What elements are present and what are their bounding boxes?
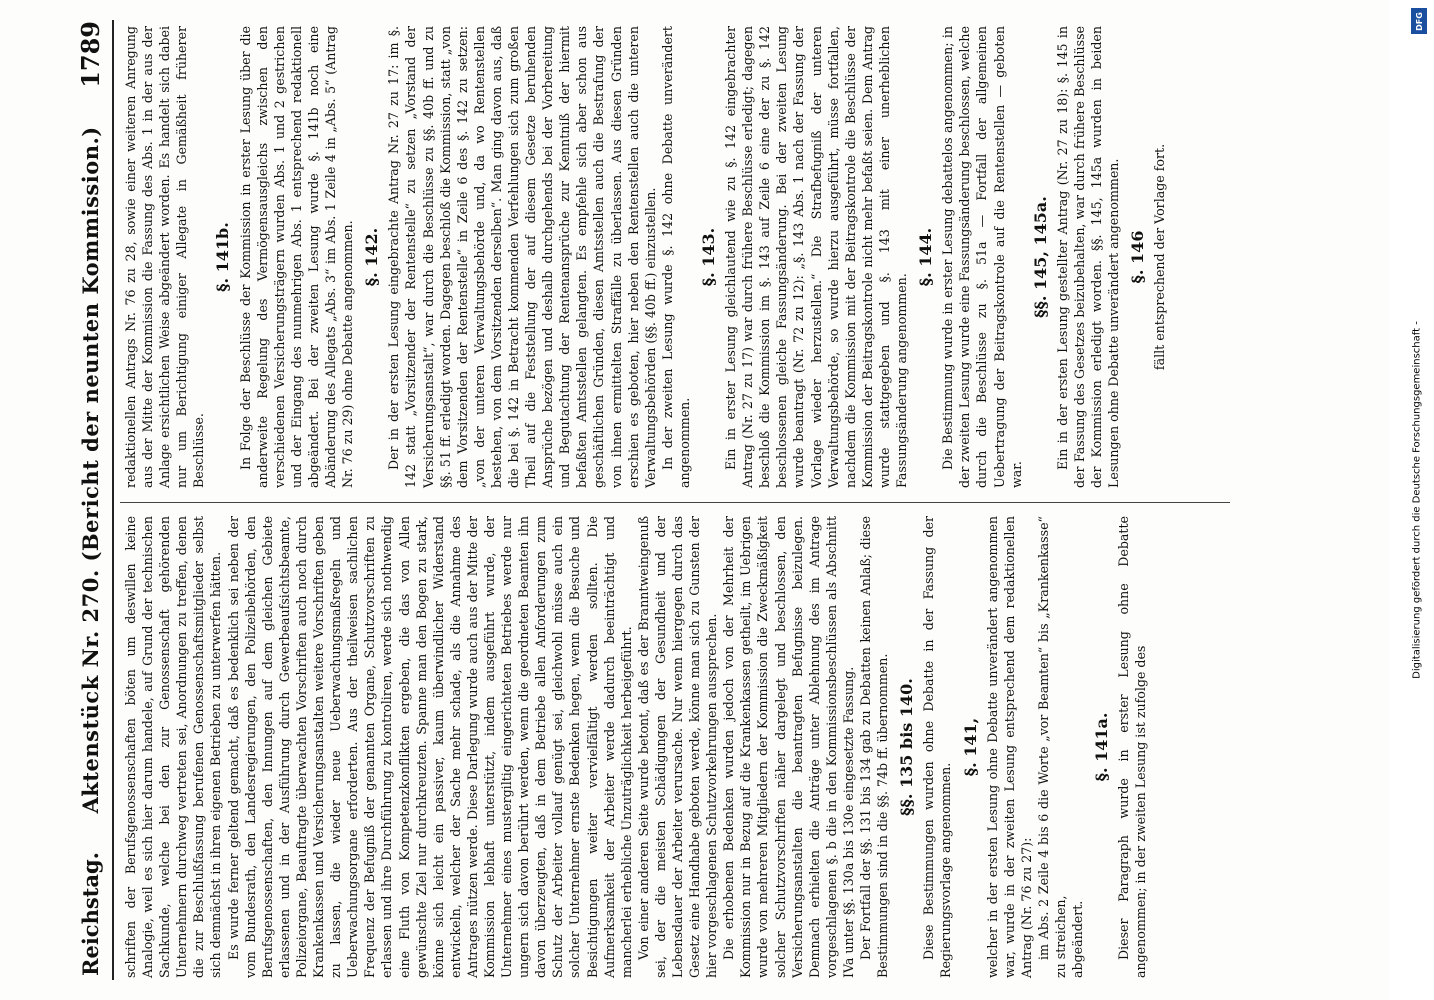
page-header [70,21,110,976]
header-rule [112,20,114,980]
header-reichstag: Reichstag. [77,852,103,976]
section-heading: §. 141a. [1092,712,1112,782]
section-heading: §. 141b. [213,222,233,292]
section-heading: §§. 145, 145a. [1030,196,1050,318]
paragraph: fällt entsprechend der Vorlage fort. [1152,143,1168,371]
page-number: 1789 [75,21,105,88]
left-column [122,516,1149,978]
paragraph: Diese Bestimmungen wurden ohne Debatte in der Fassung der Regierungsvorlage angenommen. [921,516,954,978]
paragraph: abgeändert. [1070,900,1086,978]
section-heading: §§. 135 bis 140. [897,678,917,816]
paragraph: welcher in der ersten Lesung ohne Debatte unverändert angenommen war, wurde in der zweiten Lesung entsprechend dem redaktionellen Antrag (Nr. 76 zu 27): [984,516,1034,978]
paragraph: Der in der ersten Lesung eingebrachte Antrag Nr. 27 zu 17: im §. 142 statt „Vorsitzender der Rentenstelle“ zu setzen „Vorstand der Versicherungsanstalt“, war durch die Beschlüsse zu §§. 40b ff. und zu §§. 51 ff. erledigt worden. Dagegen beschloß die Kommission, statt „von dem Vorsitzenden der Rentenstelle“ in Zeile 6 des §. 142 zu setzen: „von der unteren Verwaltungsbehörde und, da wo Rentenstellen bestehen, von dem Vorsitzenden derselben“. Man ging davon aus, daß die bei §. 142 in Betracht kommenden Verfehlungen sich zum großen Theil auf die Feststellung der auf diesem Gesetze beruhenden Ansprüche bezögen und deshalb durchgehends bei der Vorbereitung und Begutachtung der Rentenansprüche zur Kenntniß der hiermit befaßten Amtsstellen gelangten. Es empfehle sich aber schon aus geschäftlichen Gründen, diesen Amtsstellen auch die Bestrafung der von ihnen ermittelten Straffälle zu überlassen. Aus diesen Gründen erschien es geboten, hier neben den Rentenstellen auch die unteren Verwaltungsbehörden (§§. 40b ff.) einzustellen. [386,26,658,488]
paragraph: redaktionellen Antrags Nr. 76 zu 28, sowie einer weiteren Anregung aus der Mitte der Kommission die Fassung des Abs. 1 in der aus der Anlage ersichtlichen Weise abgeändert worden. Es handelt sich dabei nur um Berichtigung einiger Allegate in Gemäßheit früherer Beschlüsse. [123,26,207,488]
section-heading: §. 144. [916,227,936,287]
paragraph: Der Fortfall der §§. 131 bis 134 gab zu Debatten keinen Anlaß; diese Bestimmungen sind in die §§. 74b ff. übernommen. [858,516,891,978]
section-heading: §. 143. [699,227,718,287]
paragraph: In Folge der Beschlüsse der Kommission in erster Lesung über die anderweite Regelung des Vermögensausgleichs zwischen den verschiedenen Versicherungsträgern wurden Abs. 1 und 2 gestrichen und der Eingang des nunmehrigen Abs. 1 entsprechend redaktionell abgeändert. Bei der zweiten Lesung wurde §. 141b noch eine Abänderung des Allegats „Abs. 3“ im Abs. 1 Zeile 4 in „Abs. 5“ (Antrag Nr. 76 zu 29) ohne Debatte angenommen. [237,26,356,488]
paragraph: Dieser Paragraph wurde in erster Lesung ohne Debatte angenommen; in der zweiten Lesung ist zufolge des [1116,516,1149,978]
paragraph: Ein in erster Lesung gleichlautend wie zu §. 142 eingebrachter Antrag (Nr. 27 zu 17) war durch frühere Beschlüsse erledigt; dagegen beschloß die Kommission im §. 143 auf Zeile 6 eine der zu §. 142 beschlossenen gleiche Fassungsänderung. Bei der zweiten Lesung wurde beantragt (Nr. 72 zu 12): „§. 143 Abs. 1 nach der Fassung der Vorlage wieder herzustellen.“ Die Strafbefugniß der unteren Verwaltungsbehörde, so wurde hierzu ausgeführt, müsse fortfallen, nachdem die Kommission mit der Beitragskontrole die Beschlüsse der Kommission der Beitragskontrole nicht mehr befaßt seien. Dem Antrag wurde stattgegeben und §. 143 mit einer unerheblichen Fassungsänderung angenommen. [723,26,910,488]
digitization-credit [1405,20,1429,980]
credit-text: Digitalisierung gefördert durch die Deutsche Forschungsgemeinschaft - [1411,321,1423,679]
paragraph: im Abs. 2 Zeile 4 bis 6 die Worte „vor Beamten“ bis „Krankenkasse“ zu streichen, [1035,516,1068,978]
header-title: Aktenstück Nr. 270. (Bericht der neunten Kommission.) [77,126,103,814]
column-separator [120,502,1230,503]
paragraph: Die Bestimmung wurde in erster Lesung debattelos angenommen; in der zweiten Lesung wurde eine Fassungsänderung beschlossen, welche durch die Beschlüsse zu §. 51a — Fortfall der allgemeinen Uebertragung der Beitragskontrole auf die Rentenstellen — geboten war. [940,26,1024,488]
section-heading: §. 141, [960,717,980,777]
section-heading: §. 146 [1128,230,1148,284]
right-column [122,26,1168,488]
paragraph: Von einer anderen Seite wurde betont, daß es der Branntweingenuß sei, der die meisten Schädigungen der Gesundheit und der Lebensdauer der Arbeiter verursache. Nur wenn hiergegen durch das Gesetz eine Handhabe geboten werde, könne man sich zu Gunsten der hier vorgeschlagenen Schutzvorkehrungen aussprechen. [635,516,720,978]
paragraph: Es wurde ferner geltend gemacht, daß es bedenklich sei neben der vom Bundesrath, den Landesregierungen, den Polizeibehörden, den Berufsgenossenschaften, den Innungen auf dem gleichen Gebiete erlassenen und in der Ausführung durch Gewerbeaufsichtsbeamte, Polizeiorgane, Beauftragte überwachten Vorschriften auch noch durch Krankenkassen und Versicherungsanstalten weitere Vorschriften geben zu lassen, die wieder neue Ueberwachungsmaßregeln und Ueberwachungsorgane erforderten. Aus der theilweisen sachlichen Frequenz der Befugniß der genannten Organe, Schutzvorschriften zu erlassen und ihre Durchführung zu kontroliren, werde sich nothwendig eine Fluth von Kompetenzkonflikten ergeben, die das von Allen gewünschte Ziel nur durchkreuzten. Spanne man den Bogen zu stark, könne sich leicht ein passiver, kaum überwindlicher Widerstand entwickeln, welcher der Sache mehr schade, als die Annahme des Antrages nützen werde. Diese Darlegung wurde auch aus der Mitte der Kommission lebhaft unterstützt, indem ausgeführt wurde, der Unternehmer eines mustergiltig eingerichteten Betriebes werde nur ungern sich davon berührt werden, wenn die geordneten Beamten ihn davon überzeugten, daß in dem Betriebe allen Anforderungen zum Schutz der Arbeiter vollauf genügt sei, gleichwohl müsse auch ein solcher Unternehmer ernste Bedenken hegen, wenn die Besuche und Besichtigungen weiter vervielfältigt werden sollten. Die Aufmerksamkeit der Arbeiter werde dadurch beeinträchtigt und mancherlei erhebliche Unzuträglichkeit herbeigeführt. [225,516,634,978]
paragraph: Die erhobenen Bedenken wurden jedoch von der Mehrheit der Kommission nur in Bezug auf die Krankenkassen getheilt, im Uebrigen wurde von mehreren Mitgliedern der Kommission die Zweckmäßigkeit solcher Schutzvorschriften näher dargelegt und beschlossen, den Versicherungsanstalten die beantragten Befugnisse beizulegen. Demnach erhielten die Anträge unter Ablehnung des im Antrage vorgeschlagenen §. b die in den Kommissionsbeschlüssen als Abschnitt IVa unter §§. 130a bis 130e eingesetzte Fassung. [721,516,856,978]
section-heading: §. 142. [362,227,382,287]
paragraph: In der zweiten Lesung wurde §. 142 ohne Debatte unverändert angenommen. [659,26,692,488]
dfg-badge-text: DFG [1414,11,1424,31]
paragraph: Ein in der ersten Lesung gestellter Antrag (Nr. 27 zu 18): §. 145 in der Fassung des Gesetzes beizubehalten, war durch frühere Beschlüsse der Kommission erledigt worden. §§. 145, 145a wurden in beiden Lesungen ohne Debatte unverändert angenommen. [1054,26,1122,488]
paragraph: schriften der Berufsgenossenschaften böten um deswillen keine Analogie, weil es sich hier darum handele, auf Grund der technischen Sachkunde, welche bei den zur Genossenschaft gehörenden Unternehmern durchweg vertreten sei, Anordnungen zu treffen, denen die zur Beschlußfassung berufenen Genossenschaftsmitglieder selbst sich demnächst in ihren eigenen Betrieben zu unterwerfen hätten. [123,516,224,978]
